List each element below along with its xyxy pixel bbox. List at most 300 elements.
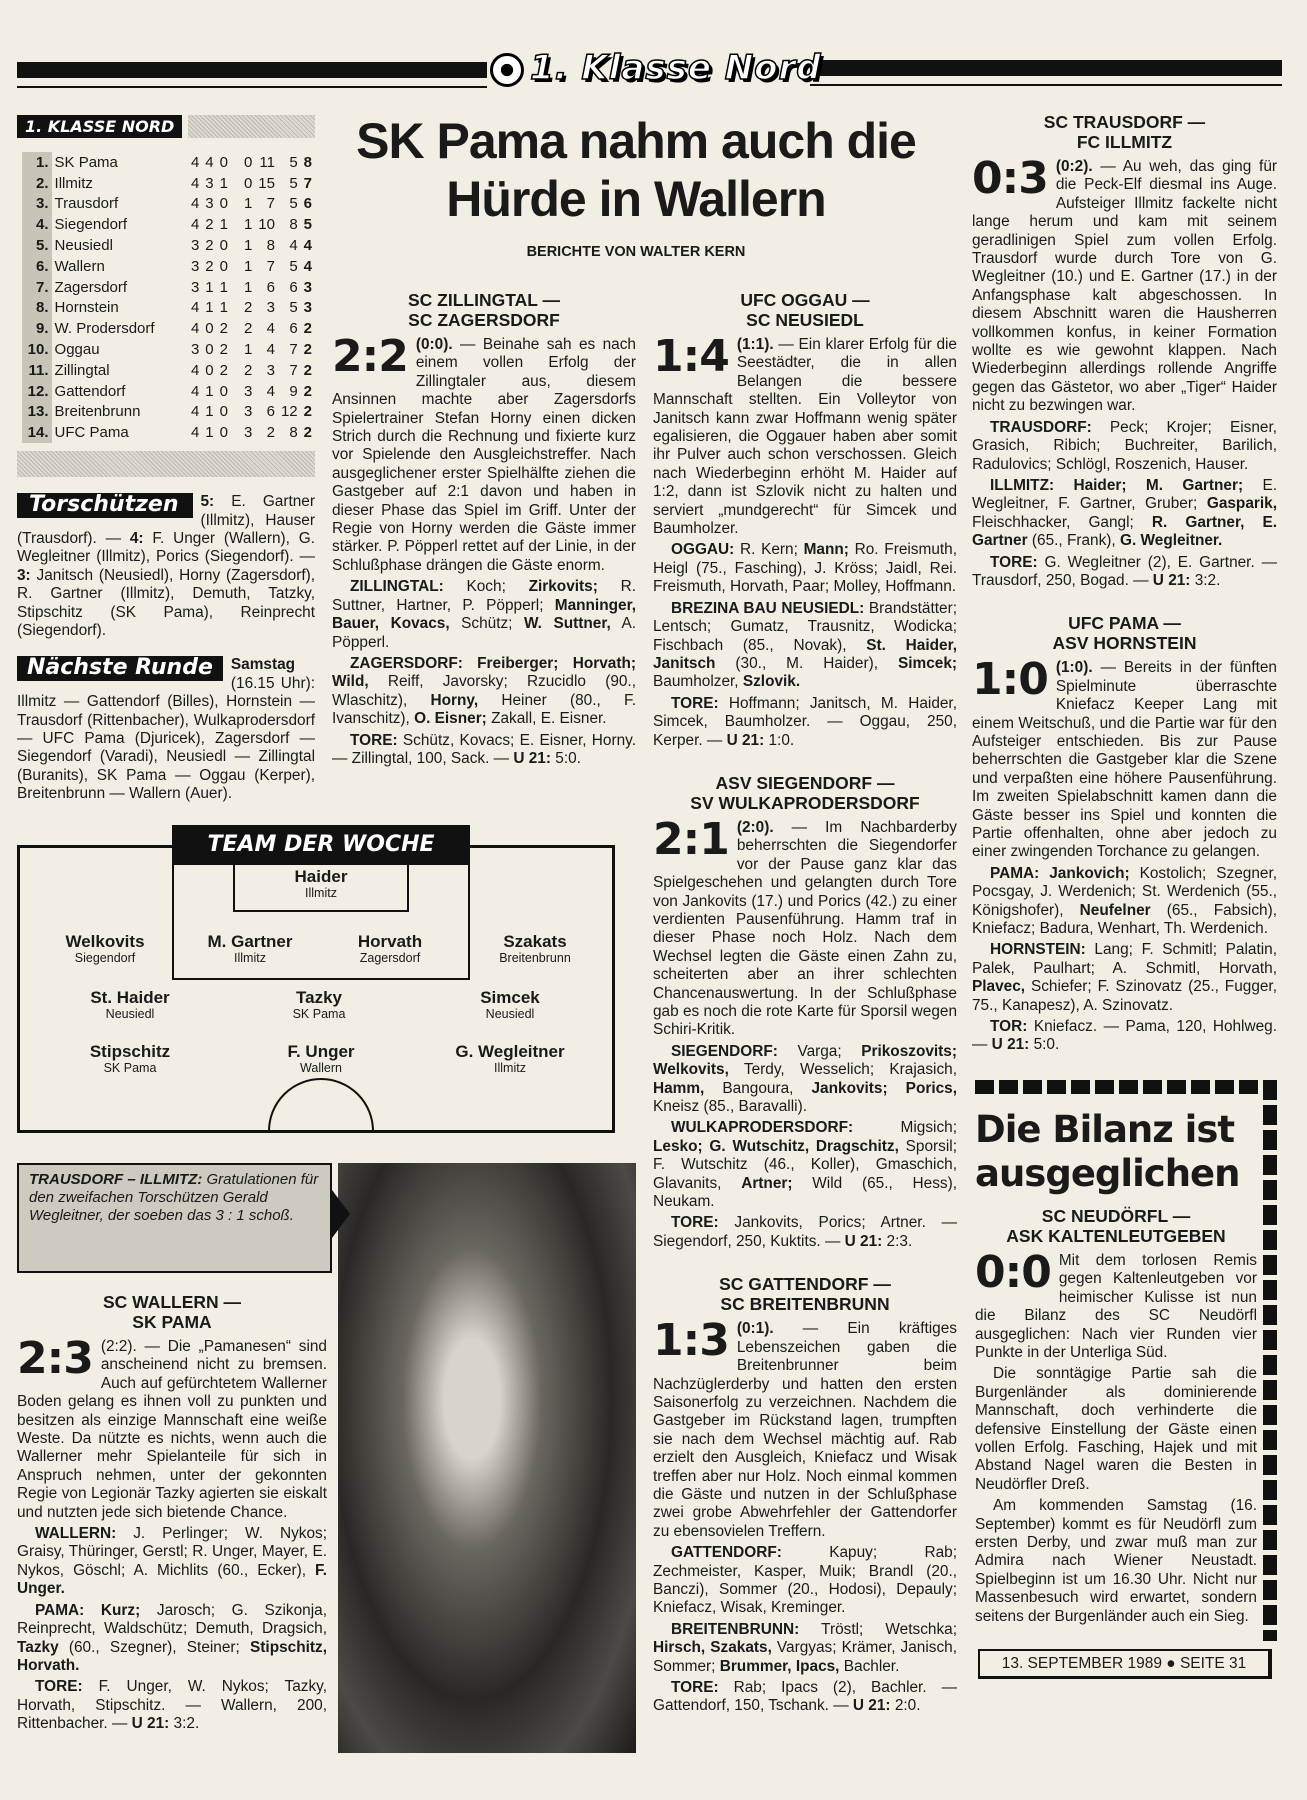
text-run: BREZINA BAU NEUSIEDL: [671,599,865,617]
match-report-siegendorf [653,773,957,1254]
rank: 12. [22,381,52,402]
paragraph [17,1333,327,1522]
text-run: Lesko; G. Wutschitz, Dragschitz, [653,1137,899,1155]
match-report-gattendorf [653,1274,957,1719]
match-heading-line: SC GATTENDORF — [719,1274,891,1295]
text-run: TORE: [671,1214,719,1232]
player-club: Illmitz [234,951,266,965]
rank: 2. [22,173,52,194]
text-run: — Bereits in der fünften Spielminute überraschte Kniefacz Keeper Lang mit einem Weitschuß, und die Partie war für den Aufsteiger entschieden. Bis zur Pause beherrschten die Gastgeber klar die Szene und verpaßten eine höhere Pausenführung. Im zweiten Spielabschnitt kamen dann die Gäste besser ins Spiel und konnten die Partie offenhalten, ohne aber jedoch zu einer zwingenden Torchance zu gelangen. [972,659,1277,861]
lost: 3 [243,403,253,421]
player-name: Szakats [503,932,567,951]
match-score: 1:4 [653,331,729,382]
won: 2 [205,216,214,234]
text-run: (60., Szegner), Steiner; [58,1638,251,1656]
team: Breitenbrunn [54,403,141,421]
standings-title: 1. KLASSE NORD [17,115,182,138]
standings-title-hatch [188,115,315,138]
player-club: Breitenbrunn [499,951,571,965]
text-run: Sporsil; F. Wutschitz (46., Koller), Gmaschich, Glavanits, [653,1137,957,1192]
text-run: Kapuy; Rab; Zechmeister, Kasper, Muik; Brandl (20., Banczi), Sommer (20., Hodosi), Depauly; Kniefacz, Wisak, Kreminger. [653,1544,957,1617]
paragraph [17,1602,327,1676]
player-club: Neusiedl [105,1007,155,1021]
goals-against: 5 [289,195,298,213]
player-name: Stipschitz [89,1042,171,1061]
text-run: Schütz, Kovacs; E. Eisner, Horny. — Zillingtal, 100, Sack. — [332,731,636,767]
match-heading-line: SC TRAUSDORF — [1043,112,1206,132]
text-run: Tazky [17,1638,59,1656]
paragraph [653,1119,957,1211]
team: SK Pama [54,153,118,171]
paragraph [653,600,957,692]
standings-row [22,235,315,256]
match-heading-line: SC WALLERN — [102,1292,242,1312]
team-celebration-photo [338,1163,636,1753]
goals-against: 4 [289,237,298,255]
text-run: F. Unger (Wallern), G. Wegleitner (Illmitz), Porics (Siegendorf). — [17,529,316,566]
headline-block [336,112,936,282]
column-2 [332,290,636,771]
played: 4 [190,320,200,338]
text-run: Bangoura, [704,1079,812,1097]
text-run: OGGAU: [671,541,735,559]
player-club: Neusiedl [485,1007,535,1021]
text-run: (16.15 Uhr): Illmitz — Gattendorf (Billes), Hornstein — Trausdorf (Rittenbacher), Wulkaprodersdorf — UFC Pama (Djuricek), Zagersdorf — Siegendorf (Varadi), Neusiedl — Zillingtal (Buranits), SK Pama — Oggau (Kerper), Breitenbrunn — Wallern (Auer). [17,674,315,803]
rank: 11. [22,360,52,381]
goals-for: 7 [266,195,275,213]
team: Zillingtal [54,361,110,379]
text-run: E. Wegleitner, F. Gartner, Gruber; [972,476,1277,513]
text-run: Lang; F. Schmitl; Palatin, Palek, Paulhart; A. Schmitl, Horvath, [972,941,1277,977]
match-heading-line: SC ZILLINGTAL — [408,290,560,310]
match-score: 0:0 [975,1246,1051,1298]
match-heading-line: SC ZAGERSDORF [408,310,560,330]
text-run: R. Kern; [734,541,804,559]
paragraph [653,331,957,538]
points: 2 [303,424,312,442]
goals-for: 2 [266,424,275,442]
text-run: Wild (65., Hess), Neukam. [653,1174,957,1211]
team: Zagersdorf [54,278,128,296]
goals-for: 15 [258,174,275,192]
footer-page-number: SEITE 31 [1179,1655,1247,1672]
paragraph [972,477,1277,551]
match-heading-line: SC NEUSIEDL [746,310,864,330]
paragraph [972,419,1277,474]
match-report-oggau [653,290,957,753]
left-column [17,115,315,804]
points: 4 [303,257,312,275]
bilanz-headline: Die Bilanz ist ausgeglichen [975,1107,1240,1195]
match-heading-line: SC NEUDÖRFL — [1041,1205,1191,1226]
match-heading [972,112,1277,152]
match-heading [972,613,1277,653]
match-report-zillingtal [332,290,636,771]
text-run: Stipschitz, Horvath. [17,1638,327,1674]
text-run: 5:0. [550,749,581,767]
main-headline: SK Pama nahm auch die Hürde in Wallern [356,113,916,227]
points: 6 [303,195,312,213]
text-run: O. Eisner; [414,710,487,728]
text-run: 3: [17,566,37,584]
won: 0 [205,361,214,379]
text-run: GATTENDORF: [671,1544,782,1562]
paragraph [332,732,636,769]
match-report-bilanz [975,1206,1257,1626]
lost: 2 [243,299,253,317]
photo-caption-lead: TRAUSDORF – ILLMITZ: [29,1171,203,1188]
text-run: St. Haider, Janitsch [653,636,957,672]
text-run: Mann; [803,541,849,559]
drawn: 1 [219,299,228,317]
paragraph [653,813,957,1040]
header-rule-left [17,62,487,78]
text-run: Kniefacz. — Pama, 120, Hohlweg. — [972,1018,1277,1054]
lost: 3 [243,382,253,400]
rank: 9. [22,318,52,339]
rank: 1. [22,152,52,173]
bilanz-box [972,1080,1277,1641]
text-run: Mit dem torlosen Remis gegen Kaltenleutgeben vor heimischer Kulisse ist nun die Bilanz des SC Neudörfl ausgeglichen: Nach vier Runden vier Punkte in der Unterliga Süd. [975,1251,1257,1361]
paragraph [653,1214,957,1251]
text-run: TORE: [990,553,1038,571]
team: W. Prodersdorf [54,320,155,338]
text-run: E. Gartner (Illmitz), Hauser (Trausdorf). — [17,493,315,547]
header-rule-left-thin [17,86,487,88]
team: Wallern [54,257,105,275]
standings-row [22,194,315,215]
match-heading-line: UFC PAMA — [1068,613,1181,634]
text-run: Schiefer; F. Szinovatz (25., Fugger, 75., Kanapesz), A. Szinovatz. [972,978,1277,1014]
byline: BERICHTE VON WALTER KERN [526,244,746,260]
text-run: F. Unger. [17,1561,327,1598]
text-run: Janitsch (Neusiedl), Horny (Zagersdorf), R. Gartner (Illmitz), Demuth, Tatzky, Stipschitz (SK Pama), Reinprecht (Siegendorf). [17,566,315,639]
won: 1 [205,403,214,421]
paragraph [17,1678,327,1733]
text-run: Am kommenden Samstag (16. September) kommt es für Neudörfl zum ersten Derby, und zwar muß man zur Admira nach Wiener Neustadt. Spielbeginn ist um 16.30 Uhr. Nicht nur Massenbesuch wird erwartet, sondern seitens der Burgenländer auch ein Sieg. [975,1497,1257,1625]
paragraph [653,1544,957,1618]
text-run: SIEGENDORF: [671,1042,778,1060]
goals-for: 10 [258,216,275,234]
match-score: 0:3 [972,153,1048,204]
text-run: R. Suttner, Hartner, P. Pöpperl; [332,578,636,614]
text-run: (2:2). — Die „Pamanesen“ sind anscheinend nicht zu bremsen. Auch auf gefürchtetem Wallerner Boden gelang es ihnen voll zu punkten und besitzen als einzige Mannschaft eine weiße Weste. Da nützte es nichts, wenn auch die Wallerner mehr Spielanteile für sich in Anspruch nehmen, unter der gekonnten Regie von Legionär Tazky agierten sie eiskalt und nutzten jede sich bietende Chance. [17,1338,327,1521]
played: 4 [190,361,200,379]
played: 4 [190,424,200,442]
text-run: 4: [129,529,153,547]
text-run: Baumholzer, [653,673,743,691]
header-rule-right [810,60,1282,76]
drawn: 0 [219,153,228,171]
goals-against: 8 [289,424,298,442]
paragraph [975,1497,1257,1626]
team-player [60,988,200,1021]
points: 2 [303,341,312,359]
goals-for: 4 [266,382,275,400]
played: 4 [190,382,200,400]
points: 3 [303,278,312,296]
text-run: 2:3. [882,1232,913,1250]
text-run: Koch; [443,578,529,596]
text-run: R. Gartner, E. Gartner [972,513,1277,550]
won: 0 [205,320,214,338]
goals-for: 3 [266,299,275,317]
text-run: TORE: [671,694,719,712]
standings-box [17,115,315,477]
standings-row [22,173,315,194]
paragraph [975,1246,1257,1362]
won: 3 [205,195,214,213]
text-run: Neufelner [1079,901,1151,919]
top-scorers [17,493,315,640]
standings-footer-hatch [17,451,315,477]
won: 2 [205,237,214,255]
team-player [440,1042,580,1075]
text-run: (65., Fabsich), Kniefacz; Badura, Wenhart, Th. Werdenich. [972,901,1277,938]
won: 1 [205,382,214,400]
lost: 1 [243,237,253,255]
match-heading [653,1274,957,1314]
next-round-tag: Nächste Runde [17,656,223,680]
player-club: Zagersdorf [359,951,421,965]
points: 5 [303,216,312,234]
goals-against: 8 [289,216,298,234]
player-club: Wallern [300,1061,342,1075]
text-run: TORE: [350,731,398,749]
text-run: F. Unger, W. Nykos; Tazky, Horvath, Stipschitz. — Wallern, 200, Rittenbacher. — [17,1678,327,1733]
text-run: — Au weh, das ging für die Peck-Elf diesmal ins Auge. Aufsteiger Illmitz fackelte nicht lange herum und kam mit seinem geradlinigen Spiel zum vollen Erfolg. Trausdorf wurde durch Tore von G. Wegleitner (10.) und E. Gartner (17.) in der Anfangsphase kalt abgeschossen. In diesem Abschnitt waren die Hausherren vollkommen konfus, in keiner Formation wollte es wie gewohnt klappen. Nach Wiederbeginn allerdings rollende Angriffe gegen das Gästetor, wo aber „Tiger“ Haider nicht zu bezwingen war. [972,158,1277,415]
text-run: U 21: [852,1697,891,1715]
text-run: Simcek; [897,654,957,672]
team: Illmitz [54,174,93,192]
text-run: — Beinahe sah es nach einem vollen Erfolg der Zillingtaler aus, diesem Ansinnen machte aber Zagersdorfs Spielertrainer Stefan Horny einen dicken Strich durch die Rechnung und fixierte kurz vor Spielende den Ausgleichstreffer. Nach ausgeglichener erster Spielhälfte ziehen die Gastgeber auf 2:1 davon und haben in dieser Phase das Spiel im Griff. Unter der Regie von Horny werden die Gäste immer stärker. P. Pöpperl rettet auf der Linie, in der Schlußphase drängen die Gäste enorm. [332,336,636,574]
player-name: Tazky [296,988,342,1007]
match-heading-line: FC ILLMITZ [1076,132,1173,152]
header-rule-right-thin [810,84,1282,86]
points: 8 [303,153,312,171]
player-club: Siegendorf [74,951,136,965]
drawn: 0 [219,257,228,275]
points: 4 [303,237,312,255]
drawn: 1 [219,174,228,192]
goals-against: 7 [289,361,298,379]
text-run: Brummer, Ipacs, [719,1657,840,1675]
match-heading-line: ASV HORNSTEIN [1052,633,1197,654]
paragraph [972,865,1277,939]
match-heading [653,290,957,330]
text-run: Zirkovits; [528,578,598,596]
goals-against: 6 [289,278,298,296]
match-heading [653,773,957,813]
text-run: Brandstätter; Lentsch; Gumatz, Trausnitz, Wodicka; Fischbach (85., Novak), [653,599,957,654]
text-run: Peck; Krojer; Eisner, Grasich, Ribich; Buchreiter, Barilich, Radulovics; Schlögl, Roszenich, Hauser. [972,418,1277,473]
rank: 13. [22,402,52,423]
paragraph [17,1525,327,1599]
text-run: Plavec, [972,978,1026,996]
goals-for: 4 [266,320,275,338]
player-club: Illmitz [305,886,337,900]
drawn: 0 [219,195,228,213]
played: 3 [190,237,200,255]
points: 2 [303,361,312,379]
won: 0 [205,341,214,359]
text-run: U 21: [513,749,551,767]
text-run: BREITENBRUNN: [671,1620,800,1638]
match-score: 2:1 [653,813,729,865]
standings-row [22,277,315,298]
text-run: Jarosch; G. Szikonja, Reinprecht, Waldschütz; Demuth, Dragsich, [17,1601,327,1638]
text-run: Hoffmann; Janitsch, M. Haider, Simcek, Baumholzer. — Oggau, 250, Kerper. — [653,694,957,749]
rank: 3. [22,194,52,215]
text-run: Reiff, Javorsky; Rzucidlo (90., Wlaschitz), [332,673,636,709]
text-run: — Ein klarer Erfolg für die Seestädter, die in allen Belangen die bessere Mannschaft stellten. Ein Volleytor von Janitsch kann zwar Hoffmann wenig später egalisieren, die Oggauer haben aber somit ihr Pulver auch schon verschossen. Gleich nach Wiederbeginn erhöht M. Haider auf 1:2, dann ist Szlovik nicht zu halten und serviert „mundgerecht“ für Simcek und Baumholzer. [653,336,957,538]
player-name: Simcek [480,988,540,1007]
footer-date: 13. SEPTEMBER 1989 [1001,1655,1162,1672]
standings-row [22,381,315,402]
goals-against: 9 [289,382,298,400]
text-run: Die sonntägige Partie sah die Burgenländer als dominierende Mannschaft, doch verhinderte die defensive Einstellung der Gäste einen vollen Erfolg. Fasching, Hajek und mit Abstand Nagel waren die Besten in Neudörfler Dreß. [975,1365,1257,1493]
text-run: Bachler. [839,1657,900,1675]
text-run: Heiner (80., F. Ivanschitz), [332,691,636,728]
team-player [249,988,389,1021]
bilanz-border-right [1263,1080,1277,1641]
team-player [320,932,460,965]
match-score: 2:3 [17,1333,93,1384]
goals-for: 11 [259,153,275,171]
football-icon [490,53,524,87]
drawn: 1 [219,278,228,296]
rank: 7. [22,277,52,298]
rank: 6. [22,256,52,277]
section-title [490,48,822,88]
drawn: 0 [219,382,228,400]
text-run: Kostolich; Szegner, Pocsgay, J. Werdenich; St. Werdenich (55., Königshofer), [972,864,1277,919]
team: Gattendorf [54,382,126,400]
text-run: Jankovits, Porics; Artner. — Siegendorf, 250, Kuktits. — [653,1214,957,1250]
text-run: (0:1). [736,1320,774,1338]
text-run: Ro. Freismuth, Heigl (75., Fasching), J. Kröss; Jaidl, Rei. Freismuth, Horvath, Paar; Molley, Hoffmann. [653,541,957,596]
team: UFC Pama [54,424,129,442]
paragraph [972,153,1277,416]
match-score: 1:0 [972,654,1048,706]
text-run: Gasparik, [1206,495,1277,513]
photo-caption [17,1163,332,1273]
text-run: Kneisz (85., Baravalli). [653,1098,807,1116]
drawn: 1 [219,216,228,234]
lost: 2 [243,361,253,379]
text-run: PAMA: Kurz; [35,1601,141,1619]
next-round [17,656,315,803]
player-club: SK Pama [103,1061,157,1075]
wallern-column [17,1292,327,1737]
points: 2 [303,403,312,421]
text-run: (0:0). [415,336,453,353]
text-run: W. Suttner, [524,615,611,633]
standings-row [22,318,315,339]
match-heading-line: SC BREITENBRUNN [720,1294,890,1315]
text-run: WALLERN: [35,1525,117,1543]
text-run: G. Wegleitner (2), E. Gartner. — Trausdorf, 250, Bogad. — [972,553,1277,589]
team-player [440,988,580,1021]
standings-row [22,298,315,319]
standings-row [22,422,315,443]
lost: 2 [243,320,253,338]
lost: 1 [243,278,253,296]
player-club: SK Pama [292,1007,346,1021]
lost: 1 [243,257,253,275]
paragraph [653,1621,957,1676]
text-run: Varga; [777,1042,862,1060]
drawn: 2 [219,361,228,379]
drawn: 0 [219,424,228,442]
text-run: Samstag [230,656,296,674]
text-run: U 21: [1152,571,1191,589]
column-4 [972,112,1277,1679]
match-heading [332,290,636,330]
rank: 8. [22,298,52,319]
goals-for: 8 [266,237,275,255]
text-run: Manninger, Bauer, Kovacs, [332,596,636,633]
paragraph [332,578,636,652]
text-run: G. Wegleitner. [1119,532,1223,550]
team-player [60,1042,200,1075]
text-run: 2:0. [890,1697,921,1715]
text-run: Hirsch, Szakats, [653,1639,772,1657]
text-run: U 21: [131,1715,170,1733]
text-run: Artner; [741,1174,793,1192]
text-run: TRAUSDORF: [990,418,1092,436]
match-heading [17,1292,327,1332]
won: 1 [205,424,214,442]
played: 4 [190,153,200,171]
team-player [180,932,320,965]
points: 7 [303,174,312,192]
standings-row [22,360,315,381]
standings-row [22,214,315,235]
goals-for: 6 [266,403,275,421]
paragraph [972,554,1277,591]
text-run: 3:2. [1190,571,1221,589]
text-run: — Ein kräftiges Lebenszeichen gaben die Breitenbrunner beim Nachzüglerderby und hatten den ersten Saisonerfolg zu verzeichnen. Nachdem die Gastgeber im Rückstand lagen, trumpften sie nach dem Wechsel mächtig auf. Rab erzielt den Ausgleich, Kniefacz und Wisak treffen aber nur Holz. Noch einmal kommen die Gäste und nutzen in der Schlußphase zwei grobe Abwehrfehler der Gattendorfer zu ebensovielen Treffern. [653,1320,957,1540]
played: 4 [190,403,200,421]
text-run: (30., M. Haider), [715,654,898,672]
goals-against: 12 [280,403,298,421]
text-run: U 21: [991,1036,1030,1054]
text-run: Terdy, Wesselich; Krajasich, [728,1061,957,1079]
match-score: 1:3 [653,1315,729,1367]
text-run: (65., Frank), [1027,532,1120,550]
team: Neusiedl [54,237,113,255]
team: Hornstein [54,299,119,317]
text-run: 5: [200,493,232,511]
paragraph [653,695,957,750]
rank: 4. [22,214,52,235]
goals-for: 6 [266,278,275,296]
match-heading [975,1206,1257,1246]
goals-for: 7 [266,257,275,275]
match-report-wallern [17,1292,327,1737]
standings-table [22,152,315,443]
match-heading-line: SK PAMA [132,1312,212,1332]
text-run: Migsich; [853,1119,957,1137]
points: 2 [303,320,312,338]
paragraph [975,1365,1257,1494]
drawn: 0 [219,237,228,255]
team: Trausdorf [54,195,119,213]
match-heading-line: SV WULKAPRODERSDORF [690,792,920,813]
match-report-ufcpama [972,613,1277,1058]
photo-caption-text: Gratulationen für den zweifachen Torschützen Gerald Wegleitner, der soeben das 3 : 1 schoß. [29,1171,319,1224]
